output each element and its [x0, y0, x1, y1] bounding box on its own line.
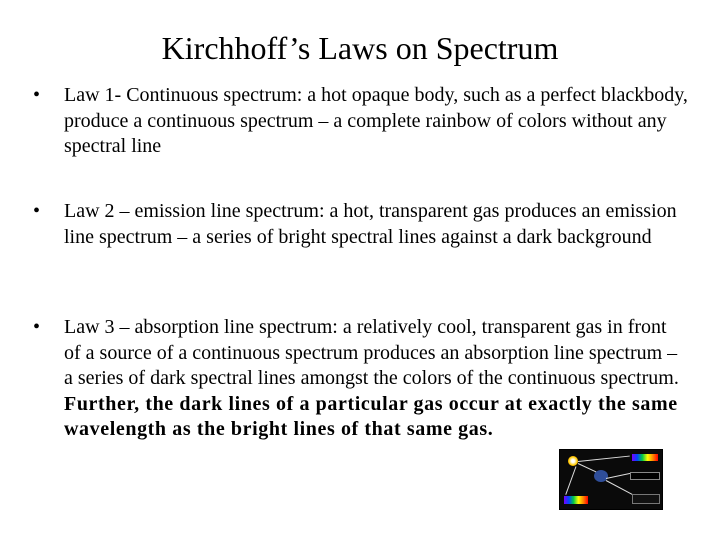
kirchhoff-spectra-diagram-icon: [559, 449, 663, 510]
absorption-spectrum-icon: [632, 494, 660, 504]
light-ray: [606, 473, 632, 479]
hot-source-icon: [568, 456, 578, 466]
law-3-text: [64, 315, 688, 443]
continuous-spectrum-icon: [632, 454, 658, 461]
law-3-item: [33, 315, 688, 443]
light-ray: [578, 463, 597, 472]
law-1-item: [33, 83, 688, 160]
bullet-icon: •: [33, 84, 41, 106]
slide-title: Kirchhoff’s Laws on Spectrum: [161, 30, 559, 66]
light-ray: [565, 466, 576, 495]
law-3-body: Law 3 – absorption line spectrum: a relatively cool, transparent gas in front of a source of a continuous spectrum produces an absorption line spectrum – a series of dark spectral lines amongst the colors of the continuous spectrum.: [64, 316, 679, 389]
emission-spectrum-icon: [630, 472, 660, 480]
continuous-spectrum-icon: [564, 496, 588, 504]
law-2-text: Law 2 – emission line spectrum: a hot, transparent gas produces an emission line spectrum – a series of bright spectral lines against a dark background: [64, 200, 677, 248]
bullet-icon: •: [33, 316, 41, 338]
light-ray: [606, 480, 633, 495]
law-2-item: [33, 199, 688, 250]
law-1-text: Law 1- Continuous spectrum: a hot opaque body, such as a perfect blackbody, produce a continuous spectrum – a complete rainbow of colors without any spectral line: [64, 84, 688, 157]
bullet-icon: •: [33, 200, 41, 222]
law-3-emphasis: Further, the dark lines of a particular gas occur at exactly the same wavelength as the bright lines of that same gas.: [64, 392, 678, 440]
light-ray: [578, 456, 630, 462]
